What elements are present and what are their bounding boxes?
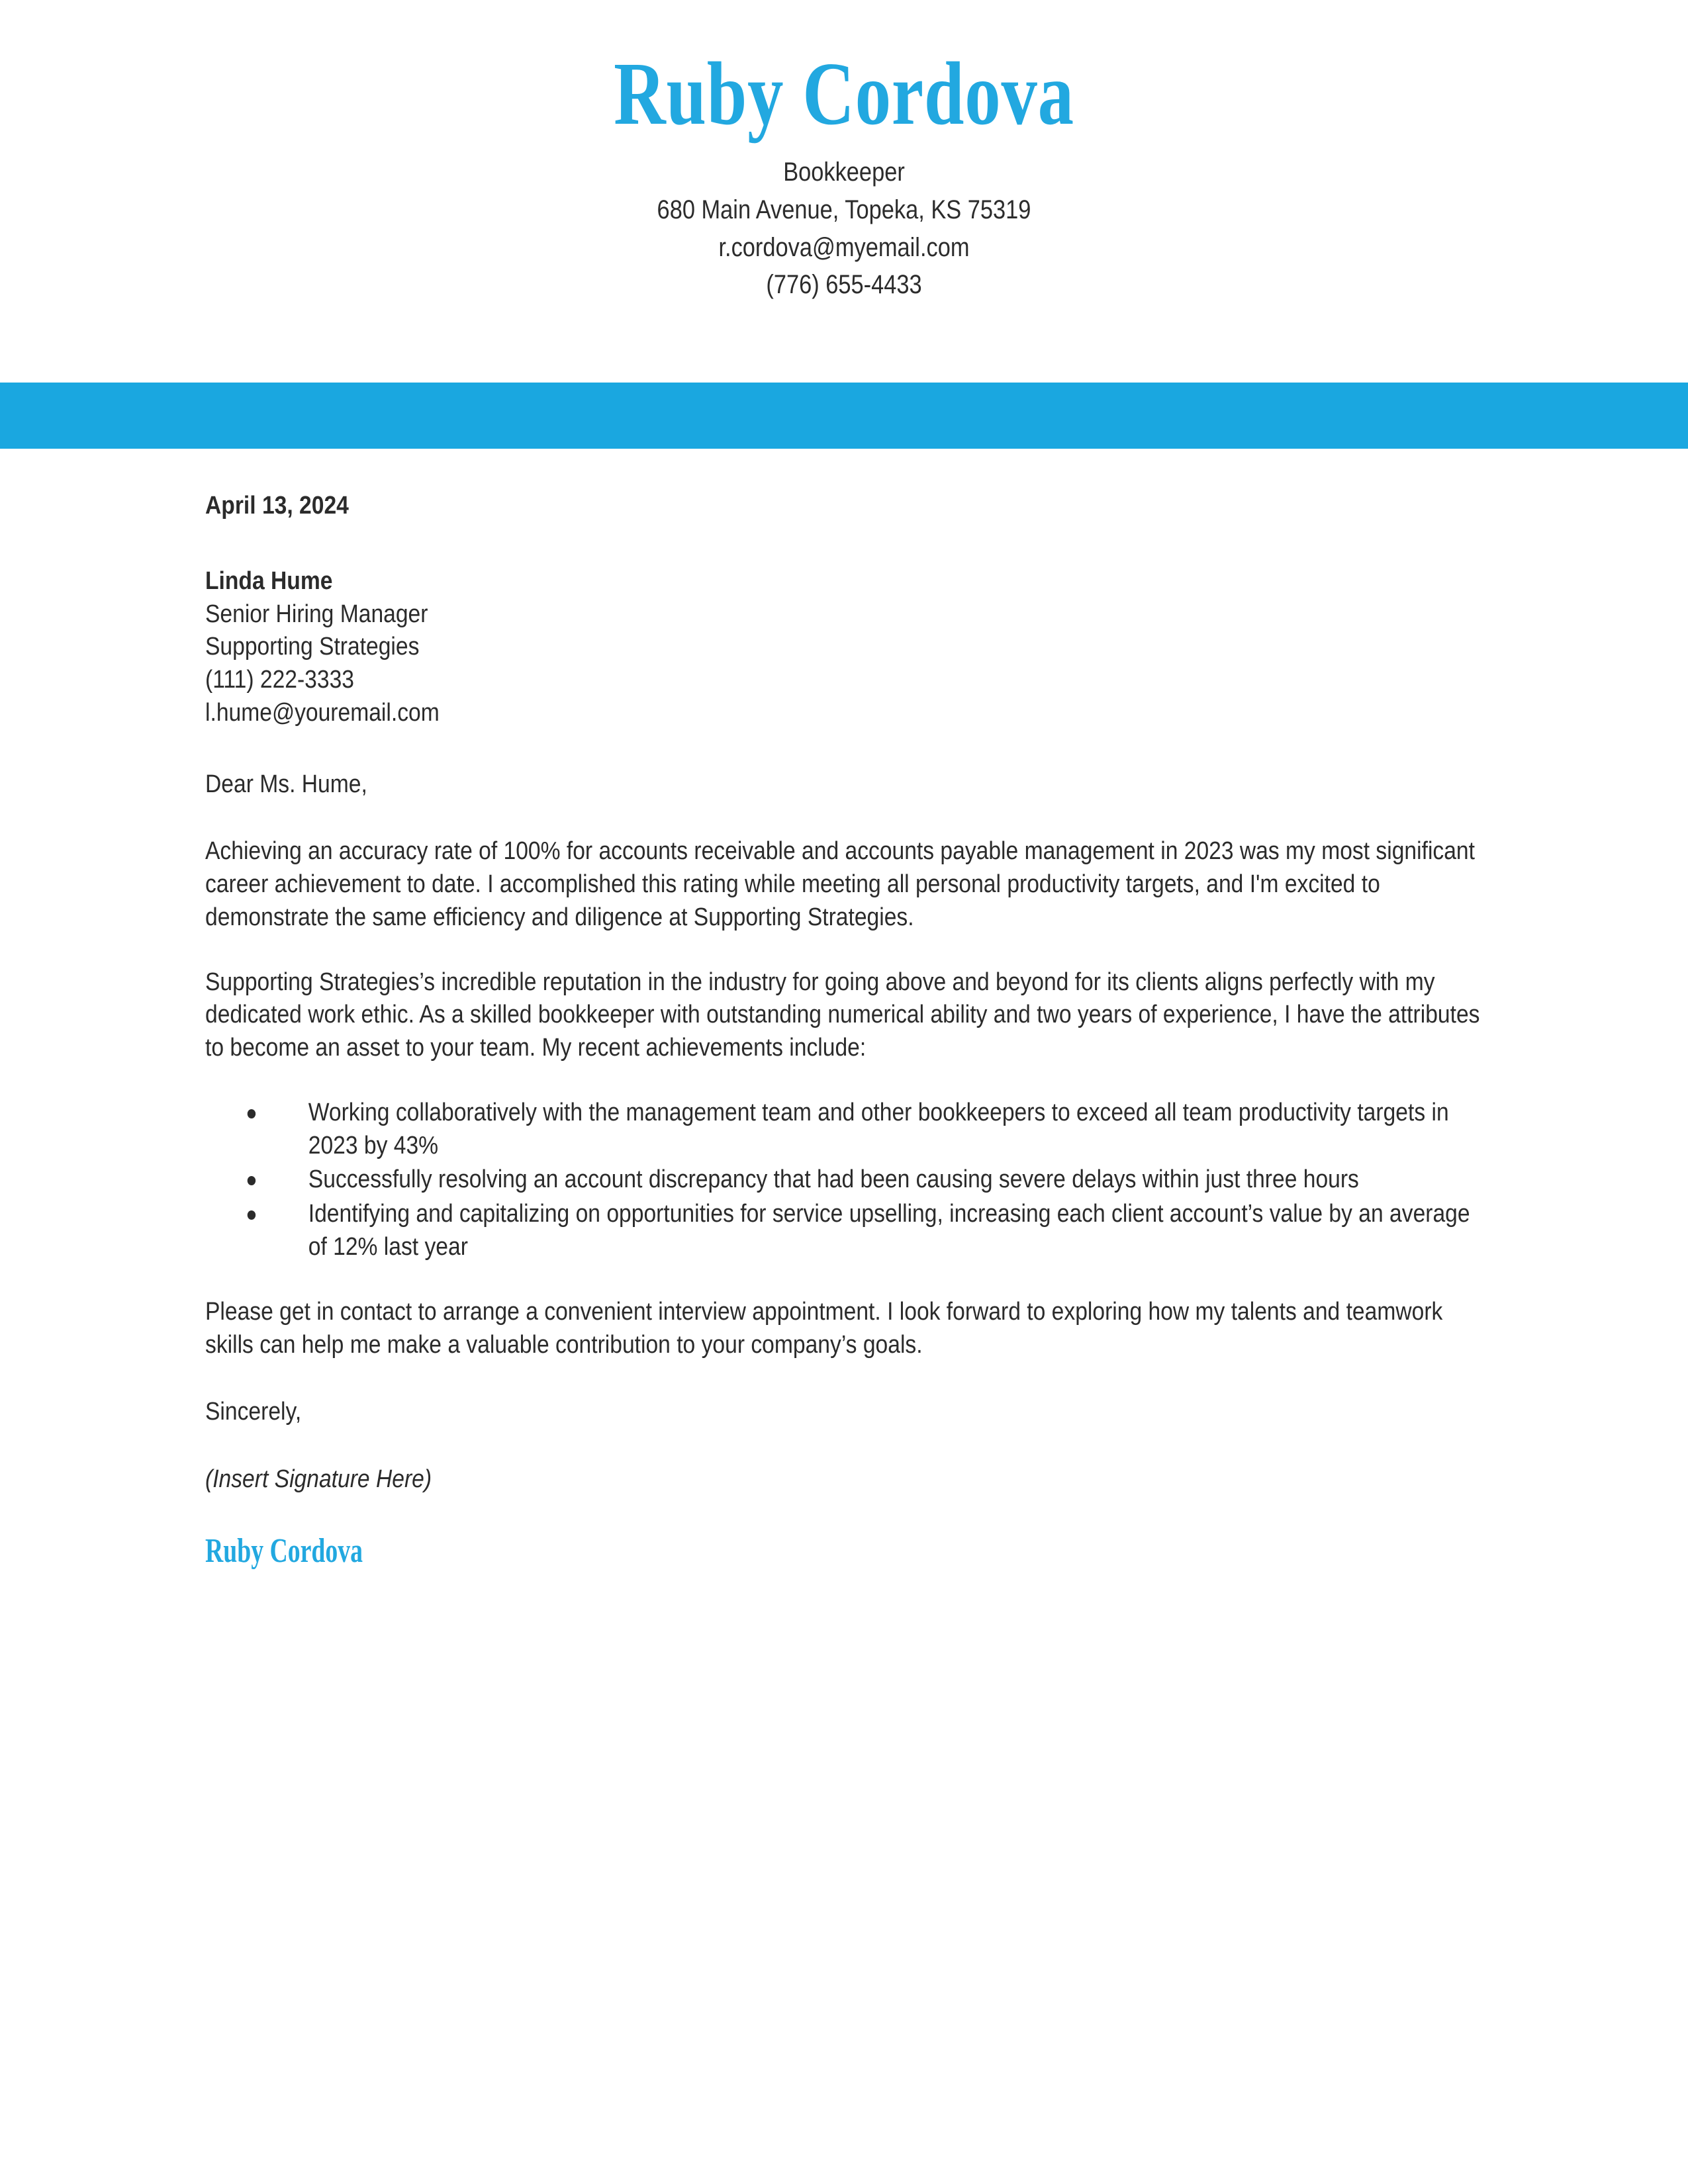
signature-placeholder-text: (Insert Signature Here): [205, 1465, 432, 1494]
list-item: [205, 1198, 1482, 1264]
contact-info-block: [118, 154, 1570, 304]
letterhead-header: [0, 0, 1688, 304]
address-text: 680 Main Avenue, Topeka, KS 75319: [657, 195, 1031, 224]
letter-content-wrapper: [205, 490, 1482, 1570]
recipient-company: Supporting Strategies: [205, 633, 420, 661]
letter-body: [205, 490, 1483, 1570]
email-text: r.cordova@myemail.com: [718, 232, 970, 262]
applicant-name-heading: Ruby Cordova: [614, 44, 1074, 144]
bullet-icon: [248, 1176, 256, 1185]
letter-date: April 13, 2024: [205, 492, 349, 520]
list-item: [205, 1163, 1482, 1197]
recipient-phone: (111) 222-3333: [205, 666, 354, 694]
sign-off-text: Sincerely,: [205, 1398, 302, 1426]
bullet-icon: [248, 1109, 256, 1118]
accent-divider-bar: [0, 383, 1688, 449]
recipient-title: Senior Hiring Manager: [205, 600, 428, 628]
list-item-text: Working collaboratively with the management team and other bookkeepers to exceed all team productivity targets in 2023 by 43%: [308, 1098, 1449, 1160]
list-item: [205, 1097, 1482, 1163]
body-paragraph-1: Achieving an accuracy rate of 100% for accounts receivable and accounts payable management in 2023 was my most significant career achievement to date. I accomplished this rating while meeting all personal productivity targets, and I'm excited to demonstrate the same efficiency and diligence at Supporting Strategies.: [205, 837, 1475, 931]
job-title-text: Bookkeeper: [783, 158, 905, 187]
salutation-text: Dear Ms. Hume,: [205, 770, 367, 798]
achievements-list: [205, 1097, 1482, 1264]
closing-paragraph: Please get in contact to arrange a convenient interview appointment. I look forward to exploring how my talents and teamwork skills can help me make a valuable contribution to your company’s goals.: [205, 1297, 1443, 1359]
recipient-email: l.hume@youremail.com: [205, 698, 440, 727]
recipient-block: [205, 565, 1482, 730]
signature-name-text: Ruby Cordova: [205, 1531, 363, 1570]
phone-text: (776) 655-4433: [766, 270, 922, 300]
list-item-text: Identifying and capitalizing on opportunities for service upselling, increasing each client account’s value by an average of 12% last year: [308, 1200, 1470, 1261]
recipient-name: Linda Hume: [205, 567, 333, 595]
body-paragraph-2: Supporting Strategies’s incredible reputation in the industry for going above and beyond for its clients aligns perfectly with my dedicated work ethic. As a skilled bookkeeper with outstanding numerical ability and two years of experience, I have the attributes to become an asset to your team. My recent achievements include:: [205, 968, 1480, 1062]
list-item-text: Successfully resolving an account discrepancy that had been causing severe delays within just three hours: [308, 1165, 1359, 1194]
bullet-icon: [248, 1210, 256, 1220]
